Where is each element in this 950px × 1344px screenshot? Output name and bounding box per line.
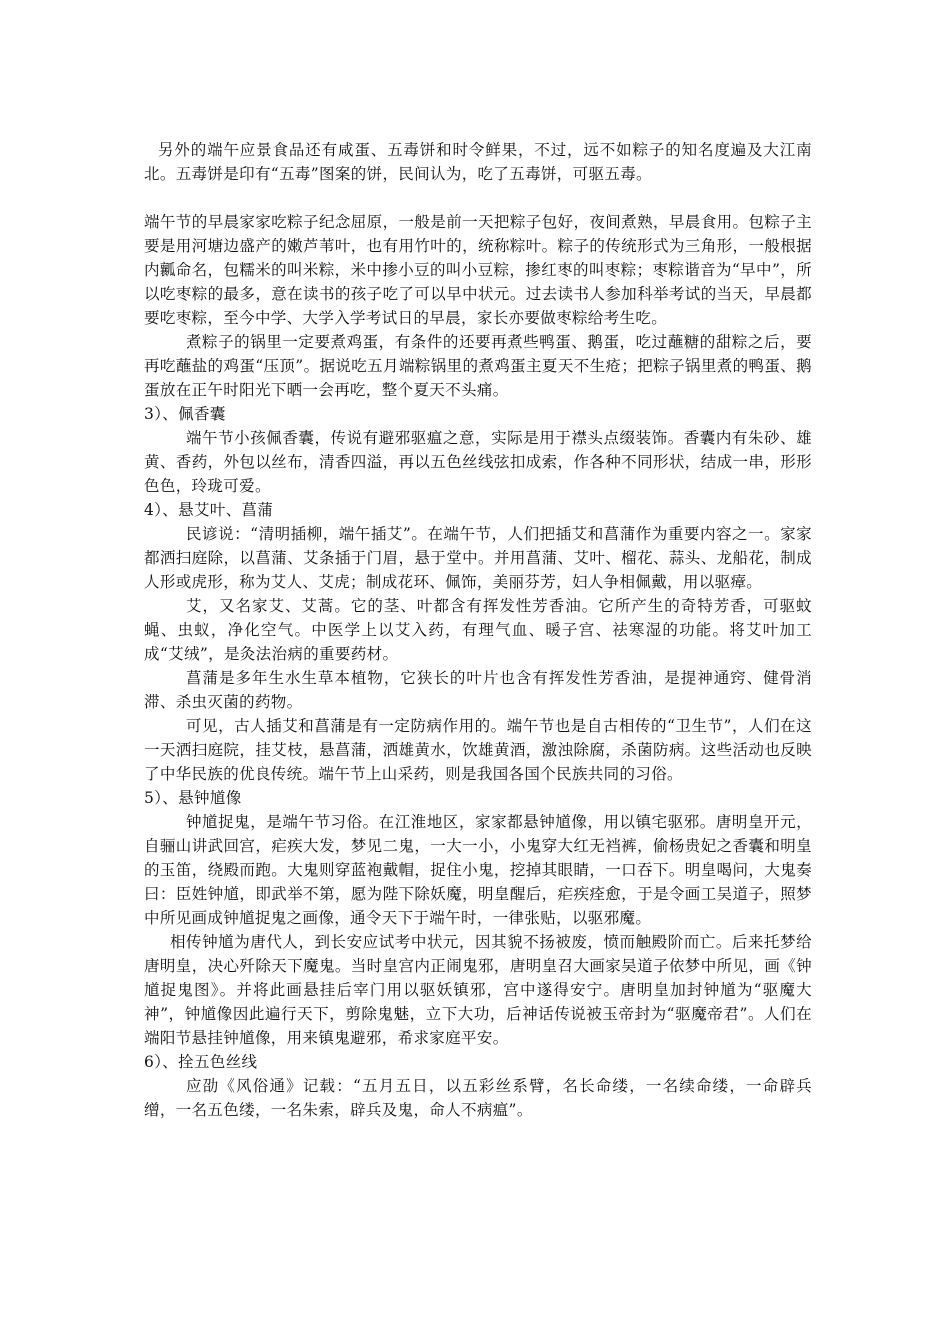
paragraph-boiled-eggs: 煮粽子的锅里一定要煮鸡蛋，有条件的还要再煮些鸭蛋、鹅蛋，吃过蘸糖的甜粽之后，要再吃蘸盐的鸡蛋“压顶”。据说吃五月端粽锅里的煮鸡蛋主夏天不生疮；把粽子锅里煮的鸭蛋、鹅蛋放在正午时阳光下晒一会再吃，整个夏天不头痛。	[144, 333, 812, 399]
paragraph-gap	[144, 186, 812, 210]
section-heading-zhongkui: 5）、悬钟馗像	[144, 789, 242, 807]
paragraph-hygiene-festival: 可见，古人插艾和菖蒲是有一定防病作用的。端午节也是自古相传的“卫生节”，人们在这一天洒扫庭院，挂艾枝，悬菖蒲，洒雄黄水，饮雄黄酒，激浊除腐，杀菌防病。这些活动也反映了中华民族的优良传统。端午节上山采药，则是我国各国个民族共同的习俗。	[144, 717, 812, 783]
paragraph-wudu-bing: 另外的端午应景食品还有咸蛋、五毒饼和时令鲜果，不过，远不如粽子的知名度遍及大江南北。五毒饼是印有“五毒”图案的饼，民间认为，吃了五毒饼，可驱五毒。	[144, 141, 812, 183]
section-heading-mugwort-calamus: 4）、悬艾叶、菖蒲	[144, 501, 274, 519]
paragraph-zhongkui-legend: 钟馗捉鬼，是端午节习俗。在江淮地区，家家都悬钟馗像，用以镇宅驱邪。唐明皇开元，自骊山讲武回宫，疟疾大发，梦见二鬼，一大一小，小鬼穿大红无裆裤，偷杨贵妃之香囊和明皇的玉笛，绕殿而跑。大鬼则穿蓝袍戴帽，捉住小鬼，挖掉其眼睛，一口吞下。明皇喝问，大鬼奏曰：臣姓钟馗，即武举不第，愿为陛下除妖魔，明皇醒后，疟疾痊愈，于是令画工吴道子，照梦中所见画成钟馗捉鬼之画像，通令天下于端午时，一律张贴，以驱邪魔。	[144, 813, 812, 927]
document-page	[144, 138, 812, 1122]
paragraph-folk-saying: 民谚说：“清明插柳，端午插艾”。在端午节，人们把插艾和菖蒲作为重要内容之一。家家都洒扫庭除，以菖蒲、艾条插于门眉，悬于堂中。并用菖蒲、艾叶、榴花、蒜头、龙船花，制成人形或虎形，称为艾人、艾虎；制成花环、佩饰，美丽芬芳，妇人争相佩戴，用以驱瘴。	[144, 525, 812, 591]
paragraph-zhongkui-origin: 相传钟馗为唐代人，到长安应试考中状元，因其貌不扬被废，愤而触殿阶而亡。后来托梦给唐明皇，决心歼除天下魔鬼。当时皇宫内正闹鬼邪，唐明皇召大画家吴道子依梦中所见，画《钟馗捉鬼图》。并将此画悬挂后宰门用以驱妖镇邪，宫中遂得安宁。唐明皇加封钟馗为“驱魔大神”，钟馗像因此遍行天下，剪除鬼魅，立下大功，后神话传说被玉帝封为“驱魔帝君”。人们在端阳节悬挂钟馗像，用来镇鬼避邪，希求家庭平安。	[144, 933, 812, 1047]
section-heading-five-color-thread: 6）、拴五色丝线	[144, 1053, 258, 1071]
paragraph-sachet: 端午节小孩佩香囊，传说有避邪驱瘟之意，实际是用于襟头点缀装饰。香囊内有朱砂、雄黄、香药，外包以丝布，清香四溢，再以五色丝线弦扣成索，作各种不同形状，结成一串，形形色色，玲珑可爱。	[144, 429, 812, 495]
paragraph-zongzi-breakfast: 端午节的早晨家家吃粽子纪念屈原，一般是前一天把粽子包好，夜间煮熟，早晨食用。包粽子主要是用河塘边盛产的嫩芦苇叶，也有用竹叶的，统称粽叶。粽子的传统形式为三角形，一般根据内瓤命名，包糯米的叫米粽，米中掺小豆的叫小豆粽，掺红枣的叫枣粽；枣粽谐音为“早中”，所以吃枣粽的最多，意在读书的孩子吃了可以早中状元。过去读书人参加科举考试的当天，早晨都要吃枣粽，至今中学、大学入学考试日的早晨，家长亦要做枣粽给考生吃。	[144, 213, 812, 327]
paragraph-fengsu-tong: 应劭《风俗通》记载：“五月五日，以五彩丝系臂，名长命缕，一名续命缕，一命辟兵缯，一名五色缕，一名朱索，辟兵及鬼，命人不病瘟”。	[144, 1077, 812, 1119]
section-heading-sachet: 3）、佩香囊	[144, 405, 226, 423]
paragraph-calamus: 菖蒲是多年生水生草本植物，它狭长的叶片也含有挥发性芳香油，是提神通窍、健骨消滞、杀虫灭菌的药物。	[144, 669, 812, 711]
paragraph-mugwort: 艾，又名家艾、艾蒿。它的茎、叶都含有挥发性芳香油。它所产生的奇特芳香，可驱蚊蝇、虫蚁，净化空气。中医学上以艾入药，有理气血、暖子宫、祛寒湿的功能。将艾叶加工成“艾绒”，是灸法治病的重要药材。	[144, 597, 812, 663]
